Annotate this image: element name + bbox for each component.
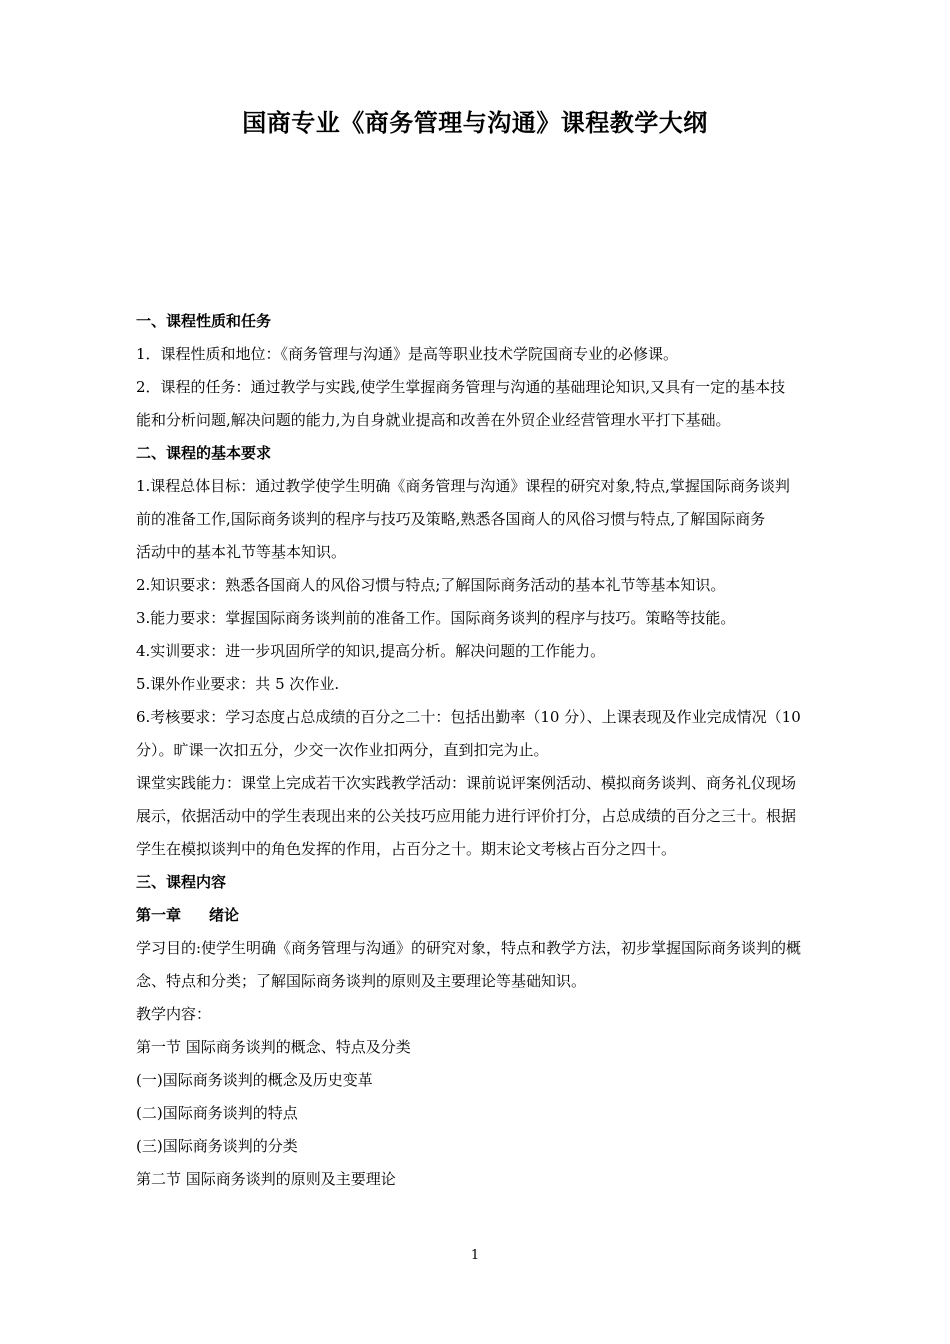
- paragraph-overall-goal-line2: 前的准备工作,国际商务谈判的程序与技巧及策略,熟悉各国商人的风俗习惯与特点,了解国际商务: [136, 510, 766, 528]
- teaching-content-label: 教学内容：: [136, 1005, 212, 1023]
- paragraph-overall-goal-line1: 1.课程总体目标：通过教学使学生明确《商务管理与沟通》课程的研究对象,特点,掌握国际商务谈判: [136, 477, 790, 495]
- section-1-title: 第一节 国际商务谈判的概念、特点及分类: [136, 1038, 411, 1056]
- page-number: 1: [470, 1248, 480, 1263]
- paragraph-course-task-line1: 2．课程的任务：通过教学与实践,使学生掌握商务管理与沟通的基础理论知识,又具有一定的基本技: [136, 378, 786, 396]
- paragraph-assessment-line1: 6.考核要求：学习态度占总成绩的百分之二十：包括出勤率（10 分）、上课表现及作业完成情况（10: [136, 708, 801, 726]
- paragraph-learning-goal-line1: 学习目的:使学生明确《商务管理与沟通》的研究对象，特点和教学方法，初步掌握国际商务谈判的概: [136, 939, 802, 957]
- paragraph-course-task-line2: 能和分析问题,解决问题的能力,为自身就业提高和改善在外贸企业经营管理水平打下基础。: [136, 411, 731, 429]
- section-heading-content: 三、课程内容: [136, 873, 227, 891]
- paragraph-practice-line3: 学生在模拟谈判中的角色发挥的作用，占百分之十。期末论文考核占百分之四十。: [136, 840, 677, 858]
- paragraph-overall-goal-line3: 活动中的基本礼节等基本知识。: [136, 543, 347, 561]
- document-body: [136, 305, 862, 1196]
- section-2-title: 第二节 国际商务谈判的原则及主要理论: [136, 1170, 396, 1188]
- paragraph-learning-goal-line2: 念、特点和分类；了解国际商务谈判的原则及主要理论等基础知识。: [136, 972, 587, 990]
- paragraph-practice-line2: 展示，依据活动中的学生表现出来的公关技巧应用能力进行评价打分，占总成绩的百分之三十。根据: [136, 807, 797, 825]
- paragraph-training-requirement: 4.实训要求：进一步巩固所学的知识,提高分析。解决问题的工作能力。: [136, 642, 606, 660]
- section-1-item-2: (二)国际商务谈判的特点: [136, 1104, 298, 1122]
- document-title: 国商专业《商务管理与沟通》课程教学大纲: [242, 109, 708, 137]
- paragraph-course-status: 1．课程性质和地位：《商务管理与沟通》是高等职业技术学院国商专业的必修课。: [136, 345, 679, 363]
- chapter-title: 绪论: [209, 906, 240, 924]
- section-1-item-1: (一)国际商务谈判的概念及历史变革: [136, 1071, 373, 1089]
- paragraph-practice-line1: 课堂实践能力：课堂上完成若干次实践教学活动：课前说评案例活动、模拟商务谈判、商务礼仪现场: [136, 774, 797, 792]
- chapter-heading: [136, 899, 862, 932]
- section-heading-requirements: 二、课程的基本要求: [136, 444, 272, 462]
- section-1-item-3: (三)国际商务谈判的分类: [136, 1137, 298, 1155]
- chapter-label: 第一章: [136, 906, 182, 924]
- paragraph-assessment-line2: 分）。旷课一次扣五分，少交一次作业扣两分，直到扣完为止。: [136, 741, 549, 759]
- section-heading-nature: 一、课程性质和任务: [136, 312, 272, 330]
- paragraph-homework-requirement: 5.课外作业要求：共 5 次作业.: [136, 675, 340, 693]
- paragraph-ability-requirement: 3.能力要求：掌握国际商务谈判前的准备工作。国际商务谈判的程序与技巧。策略等技能。: [136, 609, 736, 627]
- paragraph-knowledge-requirement: 2.知识要求：熟悉各国商人的风俗习惯与特点;了解国际商务活动的基本礼节等基本知识。: [136, 576, 726, 594]
